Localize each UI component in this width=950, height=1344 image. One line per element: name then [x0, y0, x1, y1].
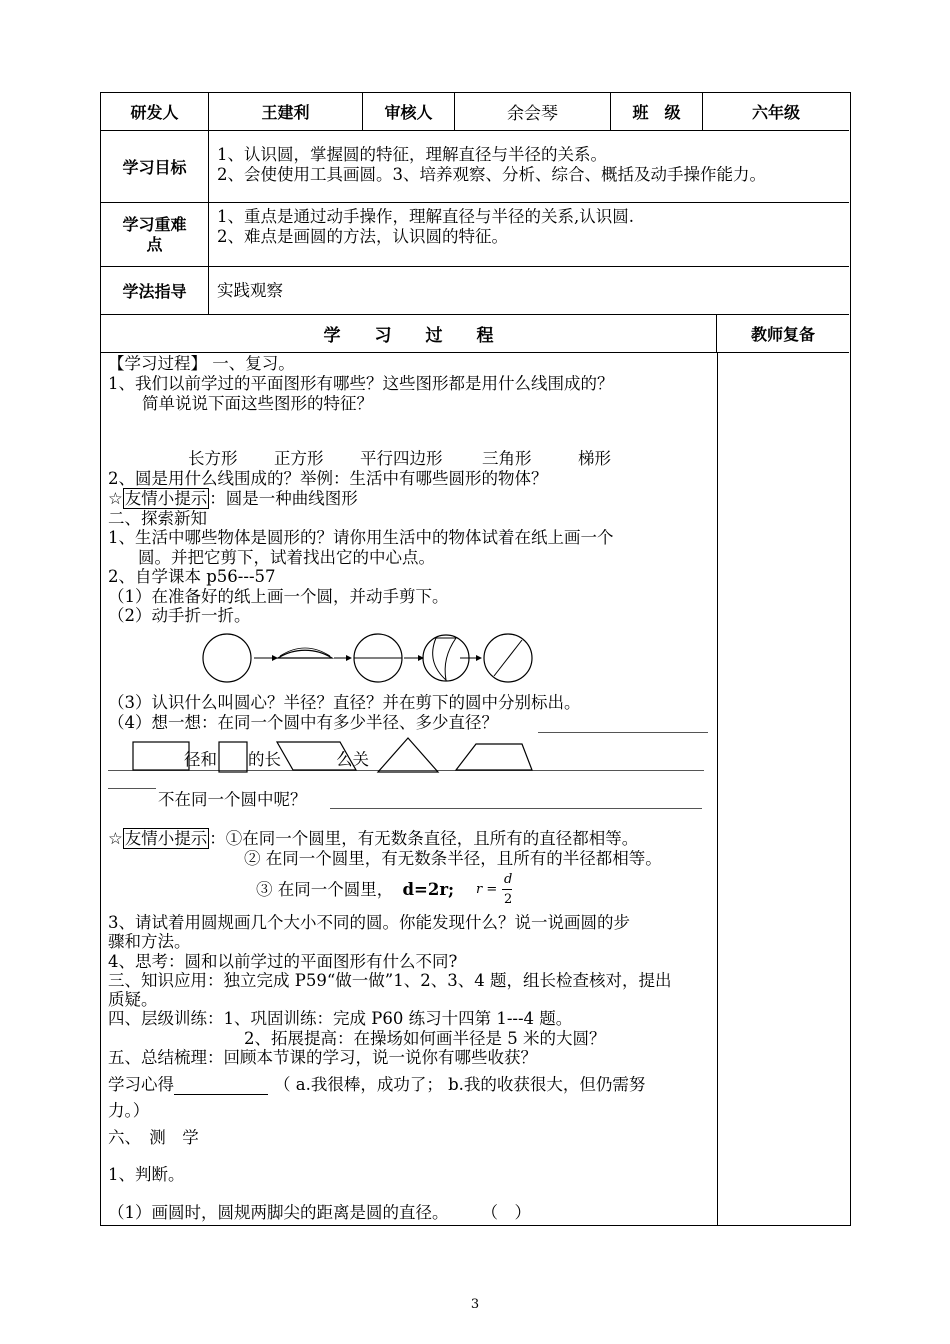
shape-label-rectangle: 长方形 [188, 449, 238, 468]
shapes-overlay [130, 736, 540, 776]
teacher-review-label: 教师复备 [750, 325, 815, 344]
goals-line-2: 2、会使使用工具画圆。3、培养观察、分析、综合、概括及动手操作能力。 [217, 165, 766, 184]
star-icon: ☆ [108, 489, 123, 508]
fraction-denominator: 2 [504, 892, 513, 907]
folded-flap [433, 638, 456, 680]
reviewer-name: 余会琴 [455, 93, 611, 130]
key-points-line-1: 1、重点是通过动手操作，理解直径与半径的关系,认识圆. [217, 207, 634, 226]
answer-line [330, 808, 702, 809]
key-points-row [101, 203, 849, 267]
info-row [101, 93, 849, 131]
body-line: 1、判断。 [108, 1165, 185, 1184]
reflection-options: （ a.我很棒，成功了； b.我的收获很大，但仍需努 [274, 1075, 646, 1094]
answer-line [108, 788, 156, 789]
reviewer-label: 审核人 [363, 93, 455, 130]
key-points-label-line-2: 点 [146, 234, 163, 254]
arrow-head [476, 655, 482, 661]
body-line: 五、总结梳理：回顾本节课的学习，说一说你有哪些收获？ [108, 1048, 537, 1067]
formula-r-equals: r = [476, 882, 498, 897]
method-label: 学法指导 [101, 267, 209, 314]
shape-label-square: 正方形 [274, 449, 324, 468]
body-line: 圆。并把它剪下，试着找出它的中心点。 [138, 548, 435, 567]
body-line: 三、知识应用：独立完成 P59“做一做”1、2、3、4 题，组长检查核对，提出 [108, 971, 672, 990]
formula-d-2r: d=2r; [402, 880, 455, 899]
goals-row [101, 131, 849, 203]
body-line: 1、生活中哪些物体是圆形的？请你用生活中的物体试着在纸上画一个 [108, 528, 614, 547]
formula-line [256, 880, 454, 900]
key-points-label-line-1: 学习重难 [122, 214, 187, 234]
fraction-bar [502, 889, 512, 890]
square-shape [219, 742, 247, 772]
body-line: ② 在同一个圆里，有无数条半径，且所有的半径都相等。 [244, 849, 662, 868]
goals-line-1: 1、认识圆，掌握圆的特征，理解直径与半径的关系。 [217, 145, 607, 164]
half-circle-fold [280, 648, 330, 656]
body-fragment: 径和 [184, 750, 217, 769]
parallelogram-shape [277, 742, 356, 770]
rectangle-shape [133, 742, 189, 770]
hint-label: 友情小提示 [124, 489, 208, 508]
body-line: 【学习过程】 一、复习。 [108, 354, 295, 373]
body-fragment: 么关 [336, 750, 369, 769]
body-line: 简单说说下面这些图形的特征？ [142, 394, 373, 413]
hint-label: 友情小提示 [124, 829, 208, 848]
reflection-blank [174, 1078, 268, 1095]
answer-line [538, 732, 708, 733]
arrow-head [346, 655, 352, 661]
body-line: 2、自学课本 p56---57 [108, 567, 276, 586]
key-points-line-2: 2、难点是画圆的方法，认识圆的特征。 [217, 227, 508, 246]
body-line: 六、 测 学 [108, 1128, 199, 1147]
hint-text: ：圆是一种曲线图形 [209, 489, 358, 508]
class-label: 班 级 [611, 93, 703, 130]
teacher-column-divider [717, 353, 718, 1225]
body-line: （3）认识什么叫圆心？半径？直径？并在剪下的圆中分别标出。 [108, 693, 581, 712]
key-points-label [101, 203, 209, 266]
hint-line-2 [108, 829, 638, 849]
body-line: 骤和方法。 [108, 932, 191, 951]
whole-circle [203, 634, 251, 682]
circle-folding-diagram [198, 630, 538, 690]
shape-label-trapezoid: 梯形 [578, 449, 611, 468]
body-line: 2、拓展提高：在操场如何画半径是 5 米的大圆？ [244, 1029, 606, 1048]
crease-line [494, 640, 522, 676]
star-icon: ☆ [108, 829, 123, 848]
body-line: （1）画圆时，圆规两脚尖的距离是圆的直径。 （ ） [108, 1203, 531, 1222]
developer-name: 王建利 [209, 93, 363, 130]
formula-intro: ③ 在同一个圆里， [256, 880, 394, 899]
shape-label-parallelogram: 平行四边形 [360, 449, 443, 468]
fraction-numerator: d [504, 872, 513, 887]
triangle-shape [378, 738, 438, 772]
shape-label-triangle: 三角形 [482, 449, 532, 468]
process-title: 学 习 过 程 [101, 315, 717, 352]
goals-label: 学习目标 [101, 131, 209, 202]
page-number: 3 [470, 1297, 480, 1312]
body-line: （4）想一想：在同一个圆中有多少半径、多少直径？ [108, 713, 498, 732]
body-line: 3、请试着用圆规画几个大小不同的圆。你能发现什么？说一说画圆的步 [108, 913, 630, 932]
body-line: 2、圆是用什么线围成的？举例：生活中有哪些圆形的物体？ [108, 469, 548, 488]
developer-label: 研发人 [101, 93, 209, 130]
body-line: （1）在准备好的纸上画一个圆，并动手剪下。 [108, 587, 449, 606]
reflection-label: 学习心得 [108, 1075, 174, 1094]
body-line: 四、层级训练：1、巩固训练：完成 P60 练习十四第 1---4 题。 [108, 1009, 573, 1028]
trapezoid-shape [456, 744, 532, 770]
body-fragment: 的长 [248, 750, 281, 769]
body-line: 二、探索新知 [108, 509, 207, 528]
body-line: 力。） [108, 1101, 150, 1120]
body-line: 4、思考：圆和以前学过的平面图形有什么不同? [108, 952, 458, 971]
hint-line-1 [108, 489, 358, 509]
reflection-line [108, 1075, 645, 1095]
body-line: 质疑。 [108, 990, 158, 1009]
process-header-row [101, 315, 849, 353]
body-line: 1、我们以前学过的平面图形有哪些？这些图形都是用什么线围成的？ [108, 374, 614, 393]
class-value: 六年级 [751, 103, 800, 122]
hint-text: ：①在同一个圆里，有无数条直径，且所有的直径都相等。 [209, 829, 639, 848]
method-row [101, 267, 849, 315]
body-line: （2）动手折一折。 [108, 606, 251, 625]
half-circle [278, 650, 332, 658]
body-line: 不在同一个圆中呢？ [158, 790, 307, 809]
method-value: 实践观察 [217, 281, 283, 300]
